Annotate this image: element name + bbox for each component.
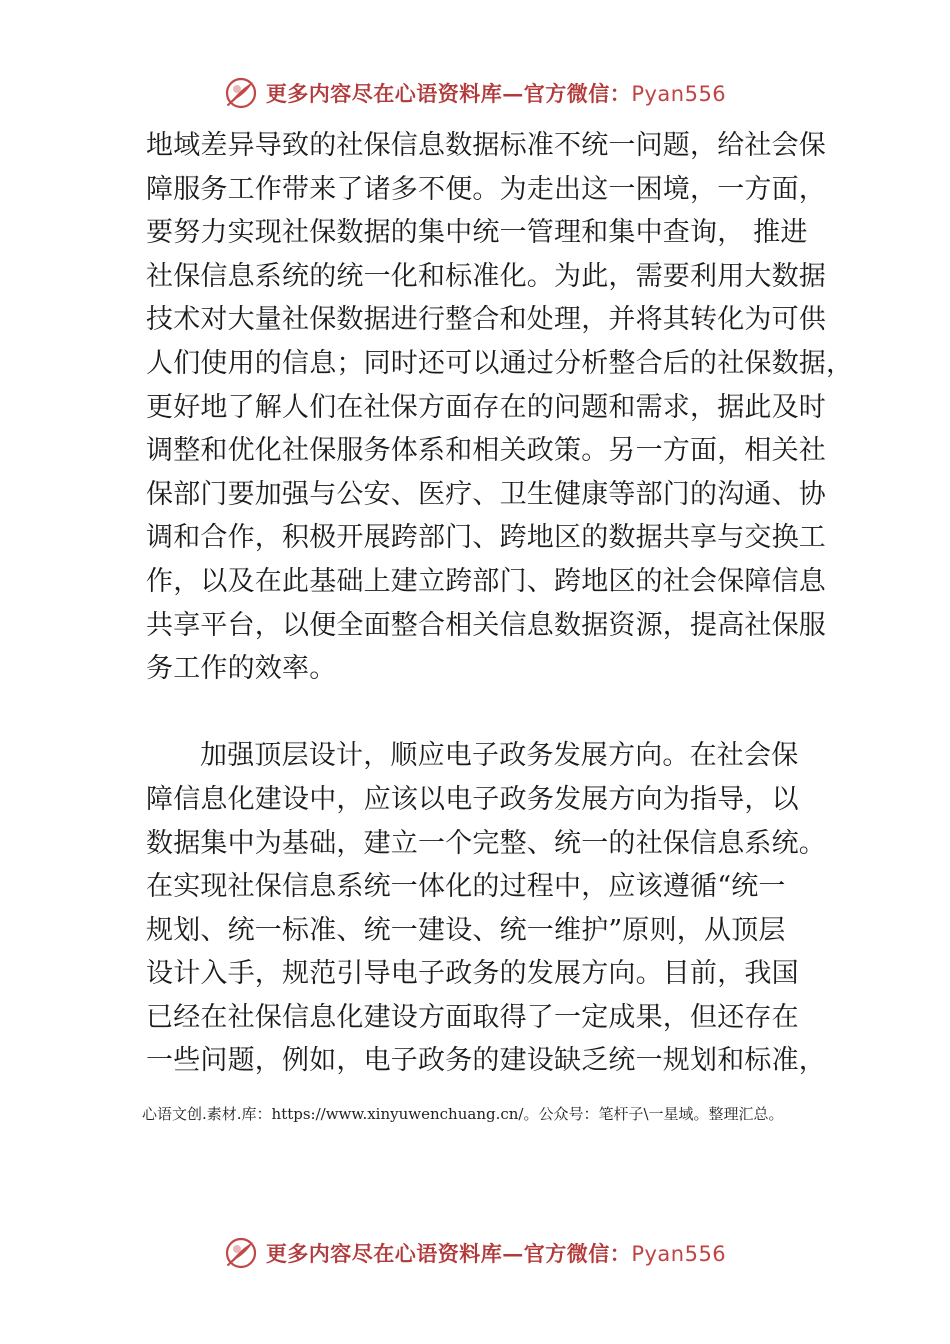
paragraph-gap (146, 691, 836, 735)
paragraph-2-line: 数据集中为基础，建立一个完整、统一的社保信息系统。 (146, 827, 826, 859)
source-footer-note: 心语文创.素材.库：https://www.xinyuwenchuang.cn/。公众号：笔杆子\一星域。整理汇总。 (142, 1105, 784, 1123)
header-banner-text: 更多内容尽在心语资料库—官方微信：Pyan556 (265, 81, 727, 106)
paragraph-1-line: 社保信息系统的统一化和标准化。为此，需要利用大数据 (146, 260, 826, 292)
paragraph-1-line: 技术对大量社保数据进行整合和处理，并将其转化为可供 (146, 304, 826, 336)
paragraph-2-line: 障信息化建设中，应该以电子政务发展方向为指导，以 (146, 783, 799, 815)
quill-logo-icon (224, 76, 258, 110)
document-body (146, 124, 854, 1083)
header-banner (0, 68, 950, 118)
paragraph-2-line: 已经在社保信息化建设方面取得了一定成果，但还存在 (146, 1001, 799, 1033)
paragraph-1-line: 地域差异导致的社保信息数据标准不统一问题，给社会保 (146, 130, 826, 161)
paragraph-2-line: 一些问题，例如，电子政务的建设缺乏统一规划和标准， (146, 1045, 826, 1077)
paragraph-1-line: 障服务工作带来了诸多不便。为走出这一困境，一方面， (146, 173, 826, 205)
footer-banner (0, 1228, 950, 1278)
paragraph-1-line: 作，以及在此基础上建立跨部门、跨地区的社会保障信息 (146, 565, 826, 597)
paragraph-1-line: 共享平台，以便全面整合相关信息数据资源，提高社保服 (146, 609, 826, 641)
paragraph-2-line: 加强顶层设计，顺应电子政务发展方向。在社会保 (200, 740, 799, 772)
paragraph-1-line: 要努力实现社保数据的集中统一管理和集中查询， 推进 (146, 217, 808, 249)
paragraph-1-line: 调和合作，积极开展跨部门、跨地区的数据共享与交换工 (146, 522, 826, 554)
footer-banner-id: Pyan556 (631, 1242, 727, 1266)
paragraph-1-line: 保部门要加强与公安、医疗、卫生健康等部门的沟通、协 (146, 478, 826, 510)
paragraph-2-line: 在实现社保信息系统一体化的过程中，应该遵循“统一 (146, 871, 786, 903)
paragraph-1-line: 调整和优化社保服务体系和相关政策。另一方面，相关社 (146, 435, 826, 467)
paragraph-1-line: 更好地了解人们在社保方面存在的问题和需求，据此及时 (146, 391, 826, 423)
header-banner-id: Pyan556 (631, 82, 727, 106)
paragraph-2-line: 设计入手，规范引导电子政务的发展方向。目前，我国 (146, 958, 799, 990)
paragraph-1-line: 人们使用的信息；同时还可以通过分析整合后的社保数据， (146, 347, 854, 379)
quill-logo-icon (224, 1236, 258, 1270)
paragraph-1-line: 务工作的效率。 (146, 653, 337, 685)
footer-banner-text: 更多内容尽在心语资料库—官方微信：Pyan556 (265, 1241, 727, 1266)
paragraph-2-line: 规划、统一标准、统一建设、统一维护”原则，从顶层 (146, 914, 786, 946)
